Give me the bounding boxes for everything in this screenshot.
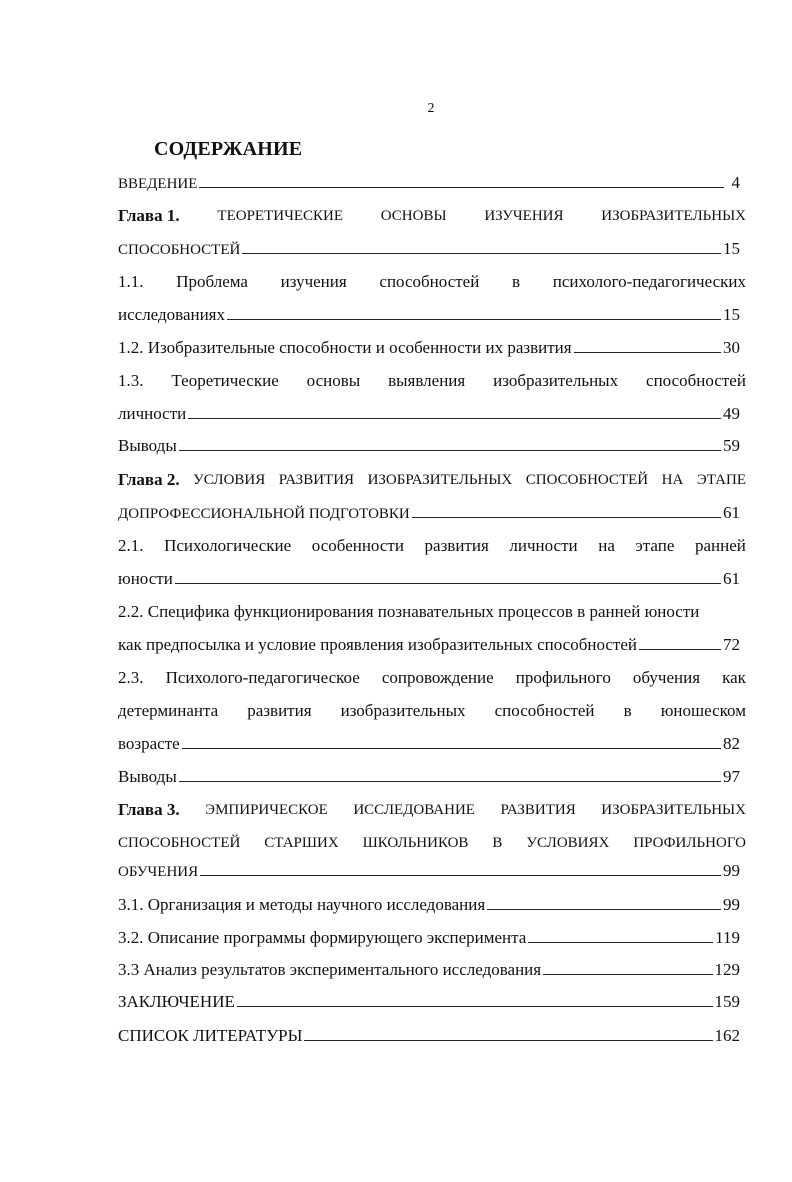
entry-page: 159 — [714, 992, 740, 1011]
entry-page: 30 — [723, 338, 740, 357]
entry-text: СПОСОБНОСТЕЙ — [118, 242, 241, 258]
toc-entry-1-3-line1 — [118, 369, 746, 393]
word: ОСНОВЫ — [380, 208, 447, 224]
word: развития — [424, 536, 489, 555]
leader-line — [487, 908, 721, 910]
page-number: 2 — [427, 101, 435, 116]
word: 1.1. — [118, 272, 144, 291]
word: обучения — [632, 668, 701, 687]
leader-line — [543, 973, 712, 975]
word: способностей — [494, 701, 595, 720]
word: ИЗОБРАЗИТЕЛЬНЫХ — [601, 802, 746, 818]
word: ранней — [695, 536, 746, 555]
leader-line — [179, 449, 721, 451]
word: развития — [247, 701, 312, 720]
word: в — [623, 701, 632, 720]
toc-entry-2-3-line2 — [118, 699, 746, 723]
entry-text: Выводы — [118, 436, 177, 455]
entry-text: исследованиях — [118, 305, 226, 324]
word: 2.1. — [118, 536, 144, 555]
word: как — [722, 668, 746, 687]
word: способностей — [379, 272, 480, 291]
word: ШКОЛЬНИКОВ — [362, 835, 469, 851]
toc-entry-1-1-line1 — [118, 270, 746, 294]
word: РАЗВИТИЯ — [278, 472, 355, 488]
entry-page: 97 — [723, 767, 740, 786]
word: СПОСОБНОСТЕЙ — [525, 472, 649, 488]
toc-entry-ch2-line1 — [118, 468, 746, 492]
entry-page: 49 — [723, 404, 740, 423]
chapter-label: Глава 1. — [118, 206, 180, 225]
word: личности — [509, 536, 578, 555]
entry-page: 99 — [723, 861, 740, 880]
word: детерминанта — [118, 701, 219, 720]
entry-page: 15 — [723, 239, 740, 258]
word: профильного — [515, 668, 611, 687]
entry-text: 3.1. Организация и методы научного исследования — [118, 895, 486, 914]
leader-line — [179, 780, 721, 782]
word: способностей — [646, 371, 746, 390]
word: особенности — [311, 536, 404, 555]
word: Теоретические — [171, 371, 279, 390]
entry-page: 99 — [723, 895, 740, 914]
entry-page: 119 — [715, 928, 740, 947]
toc-entry-2-2-line2 — [118, 633, 746, 657]
entry-page: 72 — [723, 635, 740, 654]
entry-page: 61 — [723, 503, 740, 522]
toc-entry-2-2-line1 — [118, 600, 746, 624]
word: 2.3. — [118, 668, 144, 687]
word: ИЗОБРАЗИТЕЛЬНЫХ — [601, 208, 746, 224]
toc-entry-ch2-line2 — [118, 501, 746, 525]
entry-page: 61 — [723, 569, 740, 588]
entry-page: 129 — [714, 960, 740, 979]
entry-page: 59 — [723, 436, 740, 455]
chapter-label: Глава 2. — [118, 470, 180, 489]
toc-entry-ch1-line2 — [118, 237, 746, 261]
toc-entry-2-1-line1 — [118, 534, 746, 558]
leader-line — [242, 252, 721, 254]
word: ПРОФИЛЬНОГО — [633, 835, 746, 851]
entry-text: 3.3 Анализ результатов экспериментального исследования — [118, 960, 542, 979]
leader-line — [182, 747, 721, 749]
toc-entry-1-3-line2 — [118, 402, 746, 426]
word: изобразительных — [493, 371, 619, 390]
toc-entry-references — [118, 1024, 746, 1048]
entry-text: СПИСОК ЛИТЕРАТУРЫ — [118, 1026, 303, 1045]
toc-entry-ch3-line2 — [118, 831, 746, 855]
word: психолого-педагогических — [552, 272, 746, 291]
entry-text: юности — [118, 569, 173, 588]
word: юношеском — [660, 701, 746, 720]
toc-entry-2-1-line2 — [118, 567, 746, 591]
word: изобразительных — [340, 701, 466, 720]
word: выявления — [388, 371, 466, 390]
entry-page: 162 — [714, 1026, 740, 1045]
word: изучения — [280, 272, 347, 291]
entry-text: как предпосылка и условие проявления изобразительных способностей — [118, 635, 637, 654]
word: ИЗУЧЕНИЯ — [484, 208, 564, 224]
toc-title: СОДЕРЖАНИЕ — [154, 138, 303, 160]
toc-entry-2-3-line1 — [118, 666, 746, 690]
word: ИЗОБРАЗИТЕЛЬНЫХ — [367, 472, 513, 488]
word: РАЗВИТИЯ — [500, 802, 576, 818]
word: Проблема — [176, 272, 248, 291]
word: СТАРШИХ — [264, 835, 339, 851]
entry-page: 82 — [723, 734, 740, 753]
word: ЭМПИРИЧЕСКОЕ — [205, 802, 328, 818]
entry-page: 15 — [723, 305, 740, 324]
toc-entry-conclusions-1 — [118, 434, 746, 458]
leader-line — [412, 516, 721, 518]
toc-entry-2-3-line3 — [118, 732, 746, 756]
leader-line — [574, 351, 721, 353]
toc-entry-ch3-line3 — [118, 859, 746, 883]
entry-text: 2.2. Специфика функционирования познавательных процессов в ранней юности — [118, 602, 700, 621]
entry-text: ОБУЧЕНИЯ — [118, 864, 199, 880]
entry-page: 4 — [731, 173, 740, 192]
toc-entry-intro — [118, 171, 746, 195]
entry-text: 1.2. Изобразительные способности и особенности их развития — [118, 338, 572, 357]
toc-entry-ch3-line1 — [118, 798, 746, 822]
word: на — [598, 536, 615, 555]
leader-line — [175, 582, 721, 584]
toc-entry-conclusion — [118, 990, 746, 1014]
entry-text: ДОПРОФЕССИОНАЛЬНОЙ ПОДГОТОВКИ — [118, 506, 410, 522]
leader-line — [188, 417, 721, 419]
entry-text: ЗАКЛЮЧЕНИЕ — [118, 992, 235, 1011]
word: ТЕОРЕТИЧЕСКИЕ — [217, 208, 343, 224]
entry-text: 3.2. Описание программы формирующего эксперимента — [118, 928, 527, 947]
entry-text: ВВЕДЕНИЕ — [118, 176, 198, 192]
word: 1.3. — [118, 371, 144, 390]
leader-line — [237, 1005, 713, 1007]
entry-text: личности — [118, 404, 187, 423]
word: СПОСОБНОСТЕЙ — [118, 835, 241, 851]
word: Психологические — [164, 536, 292, 555]
leader-line — [528, 941, 713, 943]
chapter-label: Глава 3. — [118, 800, 180, 819]
entry-text: Выводы — [118, 767, 177, 786]
leader-line — [227, 318, 721, 320]
toc-entry-1-2 — [118, 336, 746, 360]
leader-line — [304, 1039, 712, 1041]
word: сопровождение — [381, 668, 494, 687]
word: этапе — [635, 536, 675, 555]
toc-entry-conclusions-2 — [118, 765, 746, 789]
word: в — [512, 272, 521, 291]
word: ЭТАПЕ — [696, 472, 746, 488]
word: УСЛОВИЯ — [193, 472, 266, 488]
leader-line — [200, 874, 721, 876]
toc-entry-3-1 — [118, 893, 746, 917]
word: В — [492, 835, 503, 851]
word: ИССЛЕДОВАНИЕ — [353, 802, 475, 818]
entry-text: возрасте — [118, 734, 180, 753]
word: УСЛОВИЯХ — [526, 835, 610, 851]
toc-entry-ch1-line1 — [118, 204, 746, 228]
word: основы — [306, 371, 361, 390]
leader-line — [639, 648, 721, 650]
word: НА — [661, 472, 684, 488]
leader-line — [199, 186, 724, 188]
word: Психолого-педагогическое — [165, 668, 360, 687]
toc-entry-3-2 — [118, 926, 746, 950]
toc-entry-3-3 — [118, 958, 746, 982]
toc-entry-1-1-line2 — [118, 303, 746, 327]
